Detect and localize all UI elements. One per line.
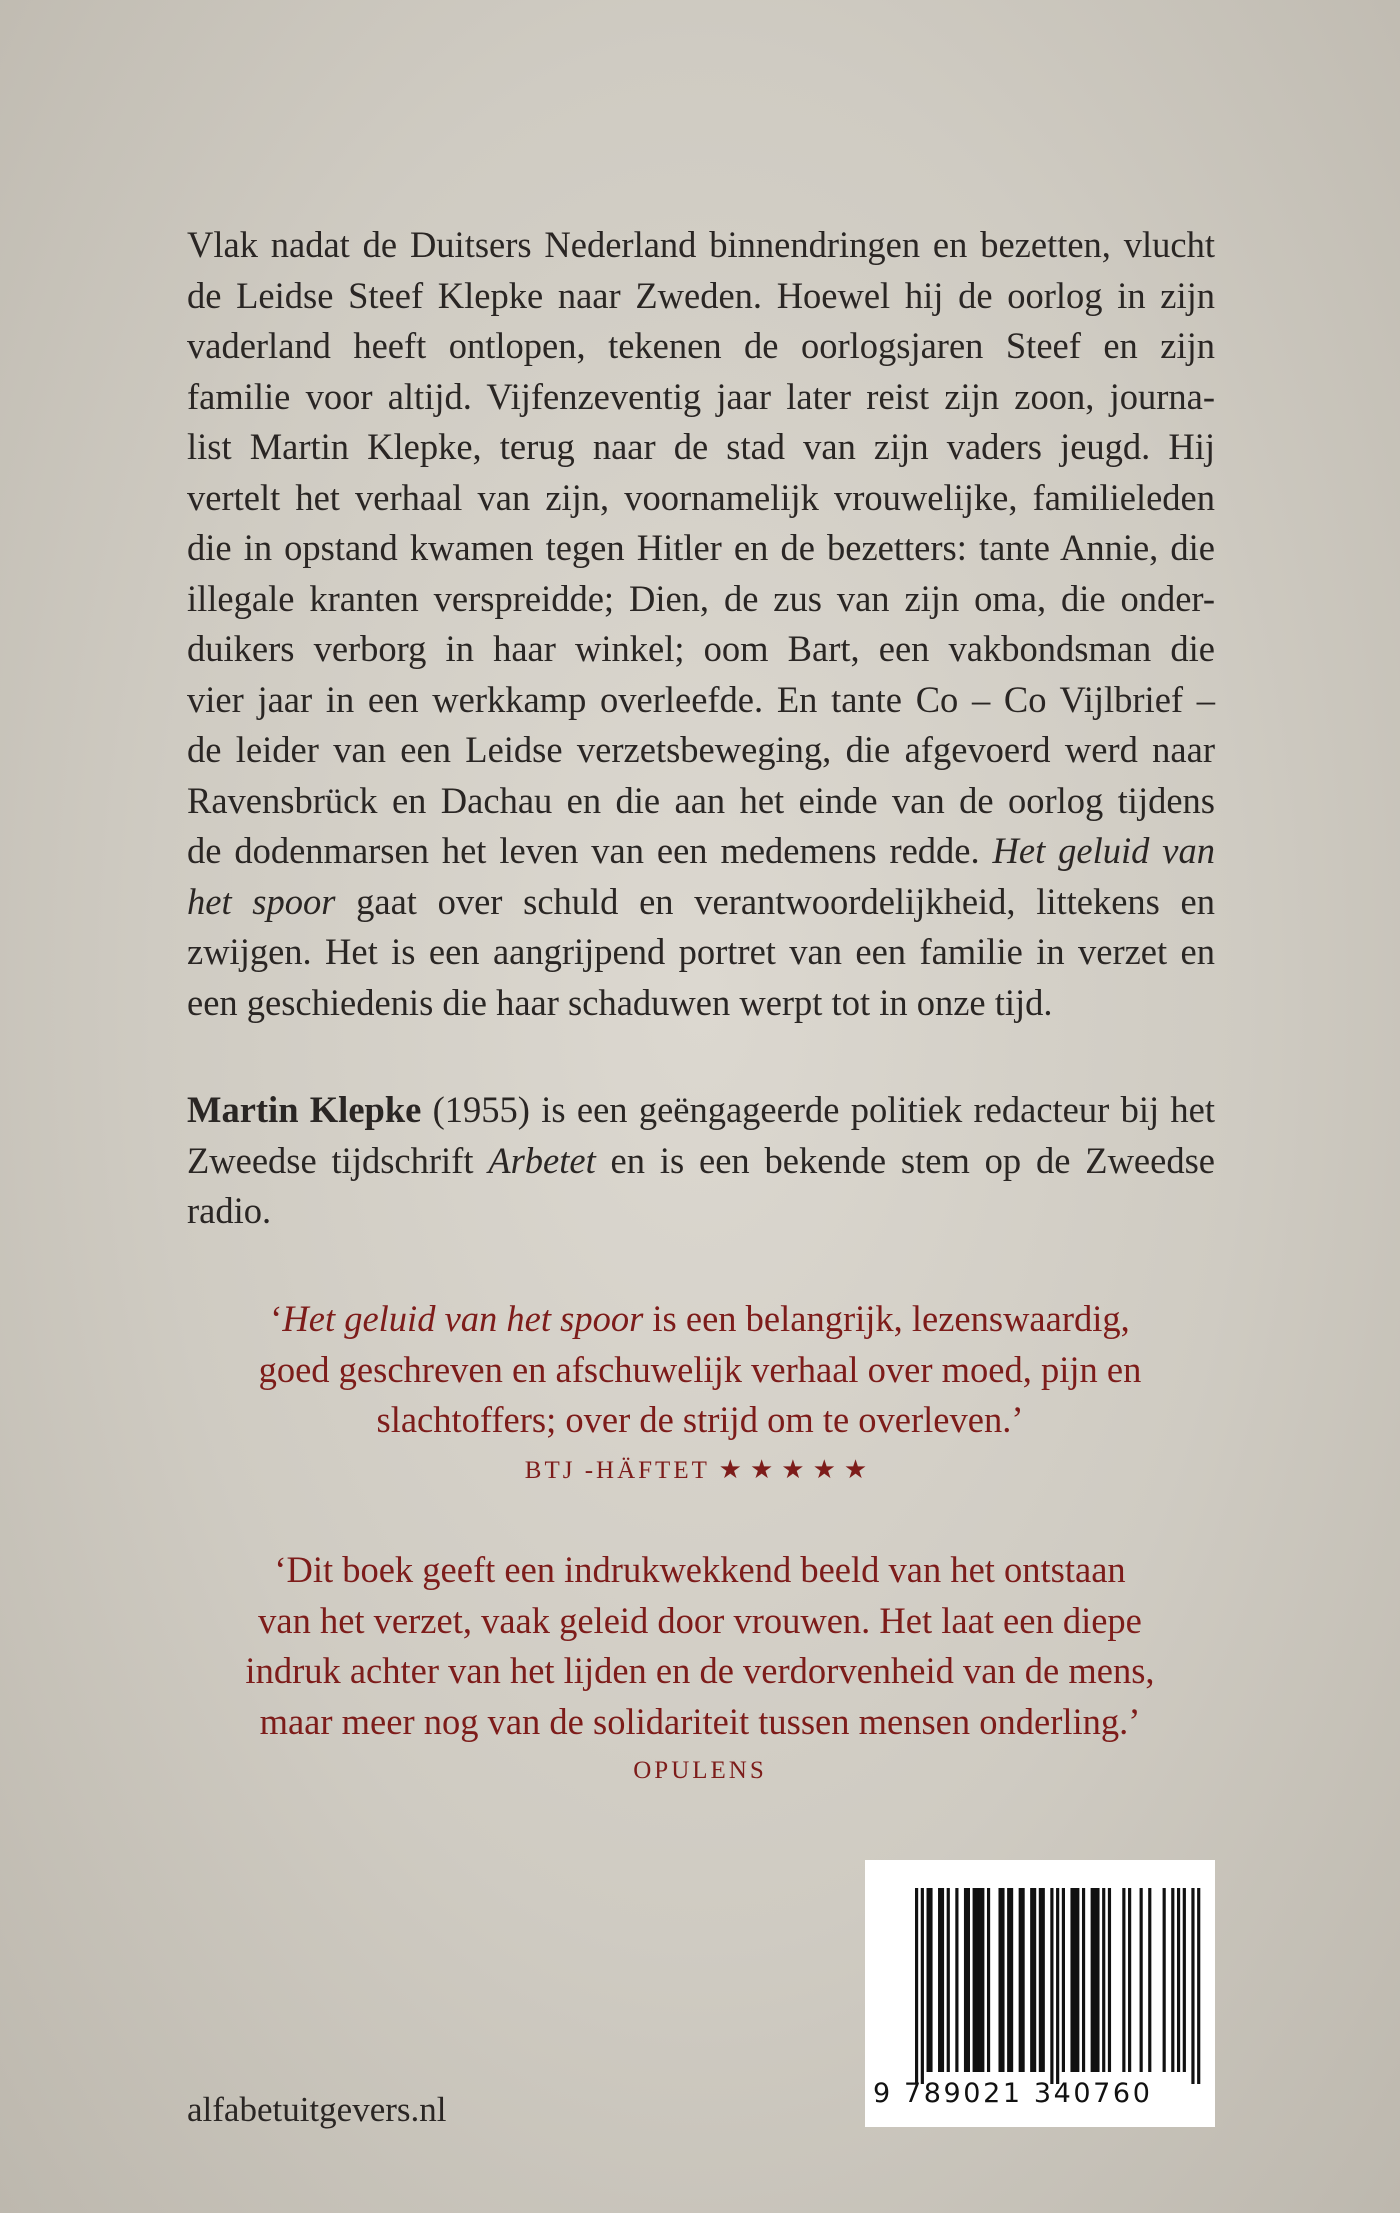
barcode-bar	[1096, 1888, 1099, 2072]
quote-line: maar meer nog van de solidariteit tussen mensen onderling.’	[259, 1700, 1141, 1742]
synopsis-line: duikers verborg in haar winkel; oom Bart, een vakbondsman die	[187, 628, 1215, 669]
synopsis-line: vier jaar in een werkkamp overleefde. En tante Co – Co Vijlbrief –	[187, 678, 1215, 720]
magazine-name: Arbetet	[488, 1139, 596, 1181]
author-name: Martin Klepke	[187, 1089, 422, 1130]
bio-line	[187, 1136, 1215, 1187]
synopsis-line: list Martin Klepke, terug naar de stad van zijn vaders jeugd. Hij	[187, 426, 1215, 467]
bio-text: (1955) is een geëngageerde politiek redacteur bij het	[421, 1089, 1215, 1130]
barcode-bar	[915, 1888, 918, 2084]
barcode-bar	[1191, 1888, 1194, 2084]
barcode-bar	[1093, 1888, 1096, 2072]
bio-line: radio.	[187, 1190, 272, 1231]
barcode-bar	[1197, 1888, 1200, 2084]
barcode-bar	[987, 1888, 990, 2072]
isbn-number: 9 789021 340760	[873, 2078, 1153, 2109]
barcode-bar	[1091, 1888, 1094, 2072]
barcode-bar	[929, 1888, 932, 2072]
barcode-bar	[1042, 1888, 1045, 2072]
synopsis-line: illegale kranten verspreidde; Dien, de zus van zijn oma, die onder-	[187, 577, 1215, 619]
barcode-bar	[973, 1888, 976, 2072]
barcode-bar	[947, 1888, 950, 2072]
bio-text: Zweedse tijdschrift	[187, 1139, 489, 1181]
quote-line: van het verzet, vaak geleid door vrouwen. Het laat een diepe	[258, 1599, 1142, 1641]
synopsis-line-text: de dodenmarsen het leven van een medemens redde.	[187, 830, 980, 871]
barcode-bar	[1022, 1888, 1025, 2072]
barcode-bar	[1108, 1888, 1111, 2072]
publisher-website: alfabetuitgevers.nl	[187, 2090, 447, 2129]
barcode-bar	[964, 1888, 967, 2072]
barcode-bar	[1177, 1888, 1180, 2072]
bio-line	[187, 1085, 1215, 1136]
synopsis-line: die in opstand kwamen tegen Hitler en de bezetters: tante Annie, die	[187, 527, 1215, 568]
barcode-bar	[1171, 1888, 1174, 2072]
synopsis-line-text: gaat over schuld en verantwoordelijkheid, littekens en	[335, 880, 1216, 922]
barcode-bar	[1102, 1888, 1105, 2072]
quote-source-name: OPULENS	[633, 1757, 767, 1784]
review-quote-btj	[150, 1294, 1250, 1491]
barcode-bar	[1128, 1888, 1131, 2072]
quote-open-mark: ‘	[270, 1298, 283, 1339]
barcode-bar	[927, 1888, 930, 2072]
isbn-barcode	[865, 1860, 1215, 2127]
synopsis-line: de leider van een Leidse verzetsbeweging, die afgevoerd werd naar	[187, 729, 1215, 770]
barcode-bar	[1082, 1888, 1085, 2072]
barcode-bar	[1183, 1888, 1186, 2072]
quote-line: ‘Dit boek geeft een indrukwekkend beeld van het ontstaan	[274, 1549, 1126, 1590]
barcode-bar	[921, 1888, 924, 2084]
barcode-bar	[1140, 1888, 1143, 2072]
barcode-bar	[1073, 1888, 1076, 2072]
barcode-bar	[1019, 1888, 1022, 2072]
barcode-bar	[938, 1888, 941, 2072]
barcode-bar	[981, 1888, 984, 2072]
quote-line: goed geschreven en afschuwelijk verhaal over moed, pijn en	[258, 1348, 1142, 1390]
synopsis-line: Vlak nadat de Duitsers Nederland binnendringen en bezetten, vlucht	[187, 224, 1215, 265]
quote-source	[150, 1450, 1250, 1491]
barcode-bar	[1070, 1888, 1073, 2072]
barcode-bar	[998, 1888, 1001, 2072]
barcode-bar	[1076, 1888, 1079, 2072]
synopsis-line: de Leidse Steef Klepke naar Zweden. Hoewel hij de oorlog in zijn	[187, 274, 1215, 316]
barcode-bar	[1148, 1888, 1151, 2072]
barcode-bar	[967, 1888, 970, 2072]
author-bio	[187, 1085, 1215, 1237]
barcode-bar	[978, 1888, 981, 2072]
barcode-bar	[1050, 1888, 1053, 2084]
quote-text: is een belangrijk, lezenswaardig,	[643, 1298, 1130, 1339]
barcode-bar	[1007, 1888, 1010, 2072]
quote-line: indruk achter van het lijden en de verdorvenheid van de mens,	[245, 1650, 1155, 1691]
review-quote-opulens	[150, 1545, 1250, 1791]
bio-text: en is een bekende stem op de Zweedse	[595, 1139, 1215, 1181]
book-title-part1: Het geluid van	[992, 830, 1215, 871]
barcode-bar	[1001, 1888, 1004, 2072]
synopsis-line-with-title	[187, 826, 1215, 877]
barcode-bar	[1010, 1888, 1013, 2072]
barcode-bar	[1122, 1888, 1125, 2072]
synopsis-line: zwijgen. Het is een aangrijpend portret van een familie in verzet en	[187, 931, 1215, 972]
barcode-bar	[975, 1888, 978, 2072]
quote-source-name: BTJ -HÄFTET	[524, 1456, 710, 1484]
quote-book-title: Het geluid van het spoor	[282, 1298, 644, 1339]
barcode-bar	[1030, 1888, 1033, 2072]
synopsis-line: vaderland heeft ontlopen, tekenen de oorlogsjaren Steef en zijn	[187, 325, 1215, 366]
synopsis-line: Ravensbrück en Dachau en die aan het einde van de oorlog tijdens	[187, 779, 1215, 821]
star-rating-icon: ★★★★★	[718, 1454, 876, 1484]
synopsis-line: een geschiedenis die haar schaduwen werpt tot in onze tijd.	[187, 981, 1053, 1023]
synopsis	[187, 220, 1215, 1028]
book-title-part2: het spoor	[187, 880, 336, 922]
barcode-bar	[941, 1888, 944, 2072]
quote-line: slachtoffers; over de strijd om te overleven.’	[376, 1399, 1024, 1440]
barcode-bar	[1033, 1888, 1036, 2072]
barcode-bar	[955, 1888, 958, 2072]
barcode-bar	[1056, 1888, 1059, 2084]
barcode-bar	[1062, 1888, 1065, 2072]
synopsis-line-with-title	[187, 877, 1215, 928]
barcode-bar	[1039, 1888, 1042, 2072]
barcode-bar	[1163, 1888, 1166, 2072]
quote-line	[150, 1294, 1250, 1345]
synopsis-line: vertelt het verhaal van zijn, voornamelijk vrouwelijke, familieleden	[187, 476, 1215, 518]
synopsis-line: familie voor altijd. Vijfenzeventig jaar later reist zijn zoon, journa-	[187, 375, 1215, 417]
